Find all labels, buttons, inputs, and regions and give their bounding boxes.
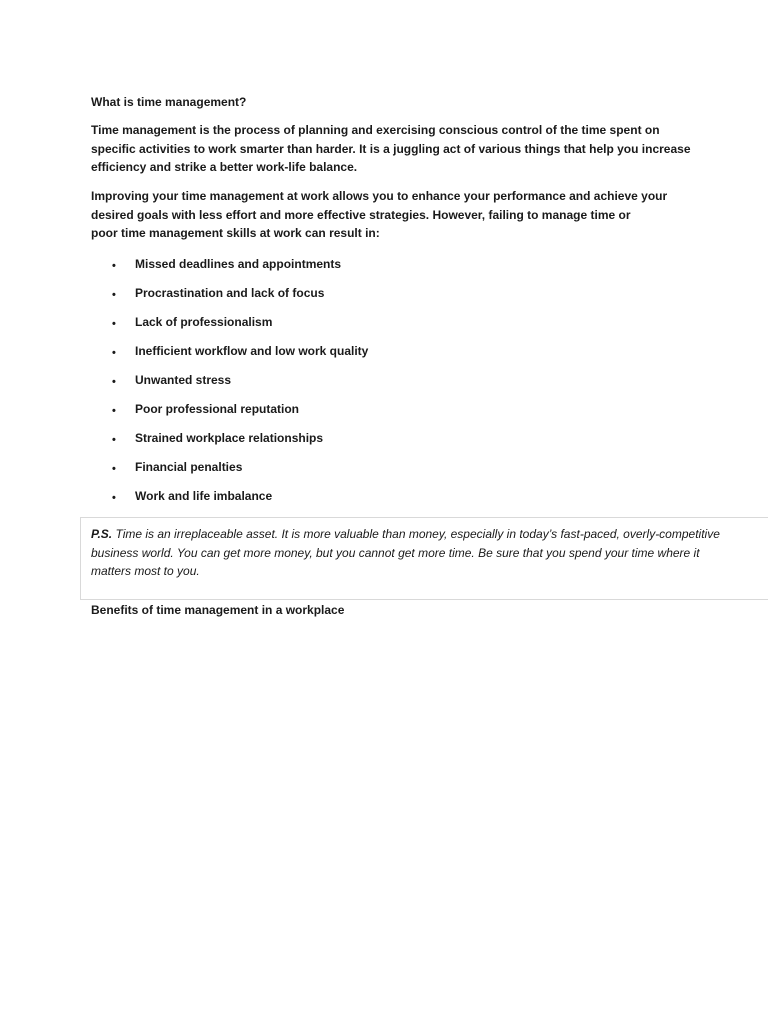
ps-note-text <box>91 525 763 581</box>
bullet-icon: • <box>112 260 116 272</box>
ps-note-line <box>91 525 763 544</box>
bullet-icon: • <box>112 463 116 475</box>
bullet-icon: • <box>112 434 116 446</box>
paragraph-line: efficiency and strike a better work-life balance. <box>91 160 358 174</box>
bullet-icon: • <box>112 492 116 504</box>
ps-note-box <box>80 517 768 600</box>
list-item-text: Inefficient workflow and low work quality <box>135 344 369 358</box>
list-item-text: Strained workplace relationships <box>135 431 324 445</box>
paragraph-line: poor time management skills at work can result in: <box>91 226 380 240</box>
paragraph-definition <box>91 121 691 177</box>
paragraph-line: desired goals with less effort and more effective strategies. However, failing to manage time or <box>91 207 631 222</box>
bullet-icon: • <box>112 289 116 301</box>
bullet-icon: • <box>112 318 116 330</box>
paragraph-line: specific activities to work smarter than harder. It is a juggling act of various things that help you increase <box>91 141 691 156</box>
list-item-text: Procrastination and lack of focus <box>135 286 325 300</box>
ps-note-line: business world. You can get more money, but you cannot get more time. Be sure that you spend your time where it <box>91 545 700 560</box>
list-item-text: Financial penalties <box>135 460 243 474</box>
ps-note-line: matters most to you. <box>91 564 200 578</box>
heading-what-is-time-management: What is time management? <box>91 95 247 109</box>
list-item-text: Unwanted stress <box>135 373 232 387</box>
ps-note-lead: P.S. <box>91 527 113 541</box>
list-item-text: Poor professional reputation <box>135 402 300 416</box>
heading-benefits: Benefits of time management in a workplace <box>91 603 345 617</box>
bullet-icon: • <box>112 347 116 359</box>
list-item-text: Missed deadlines and appointments <box>135 257 342 271</box>
bullet-icon: • <box>112 405 116 417</box>
ps-note-line-text: Time is an irreplaceable asset. It is more valuable than money, especially in today’s fast-paced, overly-competitive <box>112 527 720 541</box>
paragraph-line: Time management is the process of planning and exercising conscious control of the time spent on <box>91 123 660 137</box>
paragraph-consequences-intro <box>91 187 691 243</box>
paragraph-line: Improving your time management at work allows you to enhance your performance and achieve your <box>91 189 668 203</box>
list-item-text: Work and life imbalance <box>135 489 273 503</box>
list-item-text: Lack of professionalism <box>135 315 273 329</box>
bullet-icon: • <box>112 376 116 388</box>
